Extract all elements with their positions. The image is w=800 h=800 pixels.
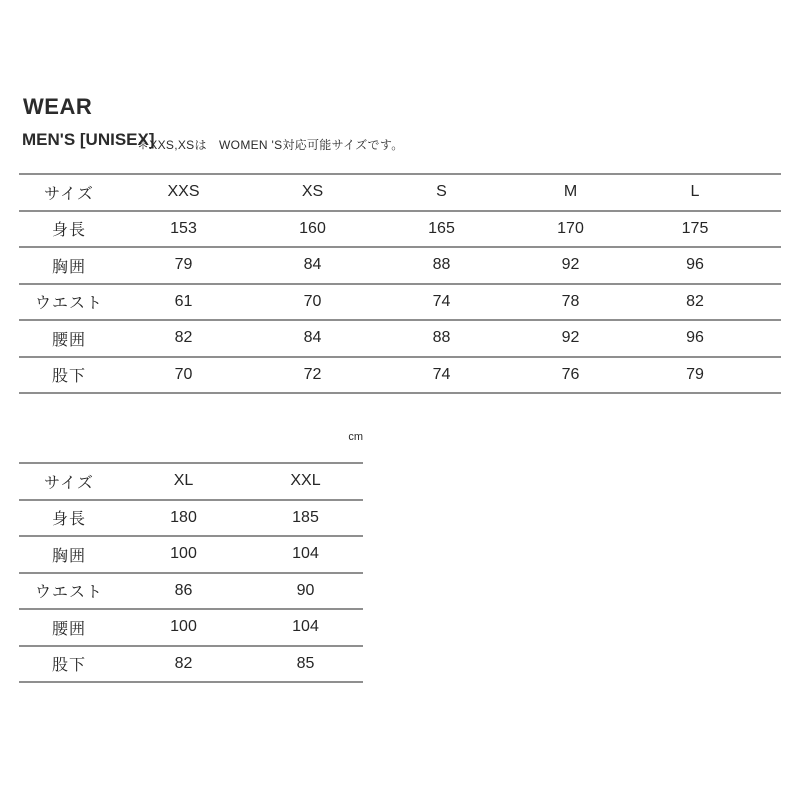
- size-value: 100: [119, 609, 248, 646]
- column-header-m: M: [506, 174, 635, 211]
- size-chart-extended: [19, 462, 363, 683]
- row-label-chest: 胸囲: [19, 247, 119, 284]
- column-header-xxs: XXS: [119, 174, 248, 211]
- size-value: 185: [248, 500, 363, 537]
- table-row: [19, 211, 781, 248]
- size-value: 90: [248, 573, 363, 610]
- size-value: 76: [506, 357, 635, 394]
- size-value: 92: [506, 320, 635, 357]
- size-value: 153: [119, 211, 248, 248]
- column-header-xxl: XXL: [248, 463, 363, 500]
- size-value: 180: [119, 500, 248, 537]
- row-label-inseam: 股下: [19, 646, 119, 683]
- table-row: [19, 320, 781, 357]
- size-value: 79: [635, 357, 781, 394]
- column-header-l: L: [635, 174, 781, 211]
- column-header-size: サイズ: [19, 463, 119, 500]
- size-value: 74: [377, 284, 506, 321]
- category-subtitle: MEN'S [UNISEX]: [22, 130, 155, 149]
- size-value: 70: [248, 284, 377, 321]
- size-value: 175: [635, 211, 781, 248]
- size-value: 170: [506, 211, 635, 248]
- size-value: 104: [248, 609, 363, 646]
- size-value: 84: [248, 247, 377, 284]
- table-row: [19, 357, 781, 394]
- table-row: [19, 609, 363, 646]
- row-label-height: 身長: [19, 500, 119, 537]
- size-value: 100: [119, 536, 248, 573]
- column-header-size: サイズ: [19, 174, 119, 211]
- size-value: 79: [119, 247, 248, 284]
- row-label-waist: ウエスト: [19, 573, 119, 610]
- size-value: 82: [635, 284, 781, 321]
- table-row: [19, 646, 363, 683]
- row-label-hip: 腰囲: [19, 320, 119, 357]
- size-value: 88: [377, 247, 506, 284]
- size-value: 61: [119, 284, 248, 321]
- row-label-inseam: 股下: [19, 357, 119, 394]
- size-value: 104: [248, 536, 363, 573]
- table-row: [19, 247, 781, 284]
- table-row: [19, 536, 363, 573]
- column-header-s: S: [377, 174, 506, 211]
- size-value: 88: [377, 320, 506, 357]
- size-value: 72: [248, 357, 377, 394]
- size-value: 74: [377, 357, 506, 394]
- page-title: WEAR: [23, 94, 93, 119]
- table-header-row: [19, 463, 363, 500]
- size-value: 165: [377, 211, 506, 248]
- size-chart-main: [19, 173, 781, 394]
- column-header-xs: XS: [248, 174, 377, 211]
- column-header-xl: XL: [119, 463, 248, 500]
- size-value: 86: [119, 573, 248, 610]
- size-value: 70: [119, 357, 248, 394]
- unit-label-cm: cm: [348, 431, 363, 443]
- row-label-chest: 胸囲: [19, 536, 119, 573]
- size-value: 96: [635, 247, 781, 284]
- size-value: 92: [506, 247, 635, 284]
- row-label-height: 身長: [19, 211, 119, 248]
- size-value: 160: [248, 211, 377, 248]
- table-row: [19, 500, 363, 537]
- table-row: [19, 284, 781, 321]
- table-header-row: [19, 174, 781, 211]
- table-row: [19, 573, 363, 610]
- row-label-waist: ウエスト: [19, 284, 119, 321]
- size-value: 82: [119, 646, 248, 683]
- size-value: 96: [635, 320, 781, 357]
- size-value: 85: [248, 646, 363, 683]
- size-value: 82: [119, 320, 248, 357]
- size-value: 78: [506, 284, 635, 321]
- size-value: 84: [248, 320, 377, 357]
- size-note: ＊XXS,XSは WOMEN 'S対応可能サイズです。: [137, 138, 404, 152]
- row-label-hip: 腰囲: [19, 609, 119, 646]
